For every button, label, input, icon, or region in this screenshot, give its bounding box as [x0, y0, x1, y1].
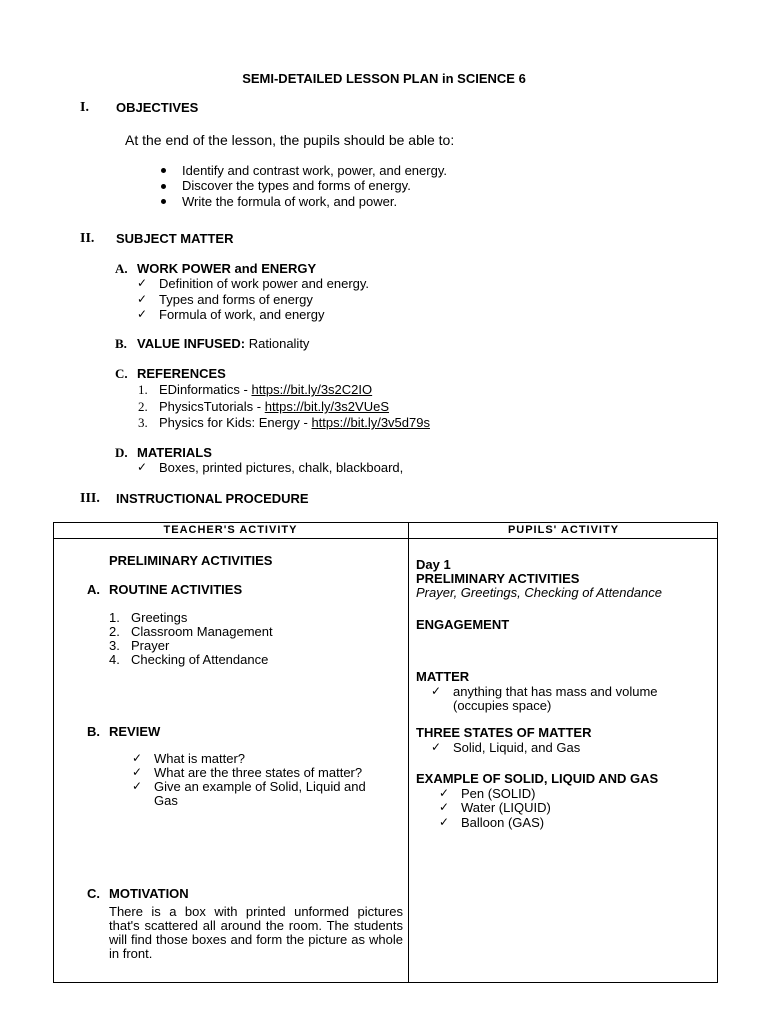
reference-number: 3.	[138, 415, 148, 430]
topic-item: Types and forms of energy	[159, 292, 313, 307]
routine-number: 4.	[109, 652, 120, 667]
pupils-preliminary-heading: PRELIMINARY ACTIVITIES	[416, 571, 580, 586]
matter-definition-continuation: (occupies space)	[453, 698, 552, 713]
table-column-divider	[408, 522, 409, 983]
checkmark-icon: ✓	[137, 460, 148, 474]
checkmark-icon: ✓	[431, 740, 442, 754]
teacher-preliminary-heading: PRELIMINARY ACTIVITIES	[109, 553, 273, 568]
reference-label: Physics for Kids: Energy -	[159, 415, 312, 430]
materials-item: Boxes, printed pictures, chalk, blackboard,	[159, 460, 404, 475]
teacher-activity-header: TEACHER'S ACTIVITY	[163, 524, 298, 536]
teacher-letter-a: A.	[87, 582, 100, 597]
states-list: Solid, Liquid, and Gas	[453, 740, 581, 755]
subsection-letter-b: B.	[115, 336, 127, 351]
reference-item	[159, 399, 389, 414]
example-item: Pen (SOLID)	[461, 786, 536, 801]
subsection-heading-materials: MATERIALS	[137, 445, 212, 460]
matter-definition: anything that has mass and volume	[453, 684, 658, 699]
section-number-subject-matter: II.	[80, 231, 95, 246]
review-heading: REVIEW	[109, 724, 161, 739]
pupils-activity-header: PUPILS' ACTIVITY	[507, 524, 620, 536]
routine-item: Greetings	[131, 610, 188, 625]
topic-item: Formula of work, and energy	[159, 307, 325, 322]
objective-item: Write the formula of work, and power.	[182, 194, 398, 209]
reference-link[interactable]: https://bit.ly/3s2VUeS	[264, 399, 389, 414]
teacher-letter-c: C.	[87, 886, 100, 901]
subsection-heading-references: REFERENCES	[137, 366, 226, 381]
motivation-heading: MOTIVATION	[109, 886, 189, 901]
value-infused-value: Rationality	[248, 336, 310, 351]
reference-label: PhysicsTutorials -	[159, 399, 265, 414]
motivation-paragraph: There is a box with printed unformed pictures that's scattered all around the room. The students will find those boxes and form the picture as whole in front.	[109, 904, 403, 961]
bullet-dot-icon	[161, 168, 166, 173]
checkmark-icon: ✓	[439, 815, 450, 829]
teacher-letter-b: B.	[87, 724, 100, 739]
checkmark-icon: ✓	[137, 292, 148, 306]
subsection-letter-c: C.	[115, 366, 128, 381]
checkmark-icon: ✓	[439, 800, 450, 814]
example-item: Balloon (GAS)	[461, 815, 545, 830]
value-infused-line	[137, 336, 309, 351]
examples-heading: EXAMPLE OF SOLID, LIQUID AND GAS	[416, 771, 659, 786]
value-infused-label: VALUE INFUSED:	[137, 336, 246, 351]
review-question: What is matter?	[154, 751, 246, 766]
checkmark-icon: ✓	[137, 276, 148, 290]
routine-number: 3.	[109, 638, 120, 653]
example-item: Water (LIQUID)	[461, 800, 551, 815]
reference-label: EDinformatics -	[159, 382, 252, 397]
states-heading: THREE STATES OF MATTER	[416, 725, 592, 740]
section-heading-objectives: OBJECTIVES	[116, 100, 199, 115]
review-question: What are the three states of matter?	[154, 765, 363, 780]
checkmark-icon: ✓	[137, 307, 148, 321]
routine-item: Classroom Management	[131, 624, 273, 639]
objective-item: Discover the types and forms of energy.	[182, 178, 411, 193]
checkmark-icon: ✓	[132, 779, 143, 793]
routine-number: 2.	[109, 624, 120, 639]
matter-heading: MATTER	[416, 669, 470, 684]
reference-number: 2.	[138, 399, 148, 414]
section-number-procedure: III.	[80, 491, 100, 506]
subsection-letter-a: A.	[115, 261, 128, 276]
section-heading-subject-matter: SUBJECT MATTER	[116, 231, 234, 246]
subsection-heading-work-power-energy: WORK POWER and ENERGY	[137, 261, 317, 276]
reference-item	[159, 415, 430, 430]
review-question-continuation: Gas	[154, 793, 178, 808]
reference-link[interactable]: https://bit.ly/3s2C2IO	[251, 382, 373, 397]
page-title: SEMI-DETAILED LESSON PLAN in SCIENCE 6	[242, 71, 526, 86]
bullet-dot-icon	[161, 199, 166, 204]
engagement-heading: ENGAGEMENT	[416, 617, 510, 632]
pupils-day-label: Day 1	[416, 557, 451, 572]
routine-activities-heading: ROUTINE ACTIVITIES	[109, 582, 243, 597]
checkmark-icon: ✓	[132, 765, 143, 779]
reference-link[interactable]: https://bit.ly/3v5d79s	[311, 415, 430, 430]
routine-number: 1.	[109, 610, 120, 625]
objective-item: Identify and contrast work, power, and energy.	[182, 163, 447, 178]
subsection-letter-d: D.	[115, 445, 128, 460]
routine-item: Checking of Attendance	[131, 652, 269, 667]
pupils-preliminary-detail: Prayer, Greetings, Checking of Attendance	[416, 585, 662, 600]
reference-number: 1.	[138, 382, 148, 397]
table-header-divider	[53, 538, 718, 539]
reference-item	[159, 382, 372, 397]
checkmark-icon: ✓	[132, 751, 143, 765]
section-heading-procedure: INSTRUCTIONAL PROCEDURE	[116, 491, 309, 506]
routine-item: Prayer	[131, 638, 170, 653]
objectives-intro: At the end of the lesson, the pupils should be able to:	[125, 132, 455, 148]
review-question: Give an example of Solid, Liquid and	[154, 779, 366, 794]
bullet-dot-icon	[161, 184, 166, 189]
checkmark-icon: ✓	[439, 786, 450, 800]
topic-item: Definition of work power and energy.	[159, 276, 370, 291]
section-number-objectives: I.	[80, 100, 89, 115]
checkmark-icon: ✓	[431, 684, 442, 698]
